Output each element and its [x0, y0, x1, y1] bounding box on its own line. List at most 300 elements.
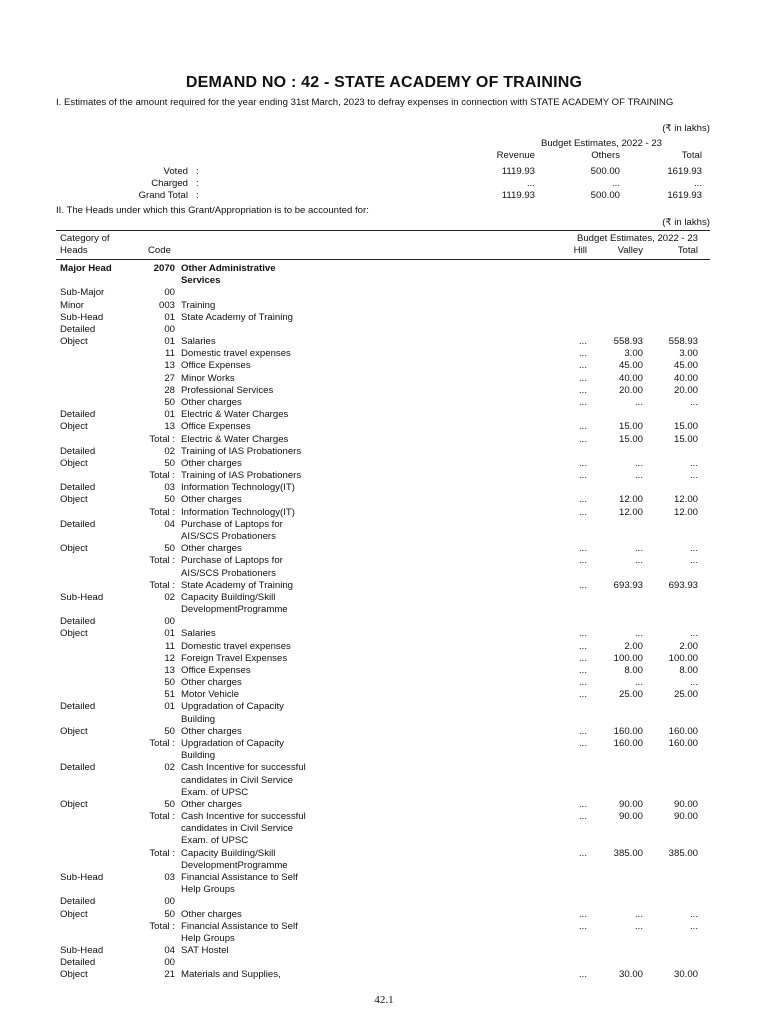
table-row: [0, 726, 768, 738]
row-code: Total :: [149, 470, 175, 482]
table-row: [0, 909, 768, 921]
table-row: [0, 775, 768, 787]
row-total: 8.00: [679, 664, 698, 676]
row-category: Object: [60, 457, 88, 469]
row-code: 00: [164, 323, 175, 335]
summary-cell: ...: [527, 178, 535, 190]
row-description: Other charges: [181, 908, 242, 920]
table-row: [0, 969, 768, 981]
row-code: 50: [164, 725, 175, 737]
row-code: 50: [164, 798, 175, 810]
row-hill: ...: [579, 433, 587, 445]
row-valley: 12.00: [618, 494, 643, 506]
table-row: [0, 300, 768, 312]
row-total: 160.00: [668, 725, 698, 737]
row-code: 11: [165, 348, 175, 360]
table-row: [0, 616, 768, 628]
header-code: Code: [148, 245, 171, 256]
table-row: [0, 762, 768, 774]
row-code: 13: [164, 421, 175, 433]
row-code: 00: [164, 287, 175, 299]
row-valley: 12.00: [618, 506, 643, 518]
row-code: 50: [164, 396, 175, 408]
row-hill: ...: [579, 689, 587, 701]
table-row: [0, 494, 768, 506]
row-category: Minor: [60, 299, 84, 311]
row-description: Office Expenses: [181, 664, 251, 676]
row-total: 15.00: [673, 421, 698, 433]
table-row: [0, 434, 768, 446]
row-category: Object: [60, 798, 88, 810]
table-row: [0, 287, 768, 299]
row-description: Minor Works: [181, 372, 235, 384]
row-total: 3.00: [679, 348, 698, 360]
row-valley: 693.93: [613, 579, 643, 591]
table-row: [0, 531, 768, 543]
row-valley: 160.00: [613, 738, 643, 750]
row-valley: 2.00: [624, 640, 643, 652]
table-row: [0, 458, 768, 470]
table-row: [0, 555, 768, 567]
row-code: 51: [164, 689, 175, 701]
table-row: [0, 945, 768, 957]
row-total: ...: [690, 543, 698, 555]
row-total: ...: [690, 470, 698, 482]
row-category: Detailed: [60, 957, 96, 969]
table-row: [0, 336, 768, 348]
table-row: [0, 360, 768, 372]
row-valley: 20.00: [618, 384, 643, 396]
row-valley: ...: [635, 396, 643, 408]
summary-row-label: Grand Total: [138, 190, 188, 202]
row-description: Professional Services: [181, 384, 274, 396]
row-code: 50: [164, 543, 175, 555]
row-code: 00: [164, 616, 175, 628]
row-code: Total :: [149, 738, 175, 750]
row-valley: 160.00: [613, 725, 643, 737]
row-total: ...: [690, 628, 698, 640]
row-code: Total :: [149, 579, 175, 591]
table-row: [0, 568, 768, 580]
header-total: Total: [677, 245, 698, 256]
row-code: 04: [164, 945, 175, 957]
row-total: 45.00: [673, 360, 698, 372]
row-hill: ...: [579, 396, 587, 408]
table-row: [0, 848, 768, 860]
table-row: [0, 543, 768, 555]
table-row: [0, 750, 768, 762]
row-total: 30.00: [673, 969, 698, 981]
page-title: DEMAND NO : 42 - STATE ACADEMY OF TRAINING: [185, 74, 583, 91]
row-valley: 15.00: [618, 433, 643, 445]
row-total: 25.00: [673, 689, 698, 701]
row-hill: ...: [579, 457, 587, 469]
row-description: Materials and Supplies,: [181, 969, 281, 981]
row-code: 00: [164, 896, 175, 908]
row-category: Detailed: [60, 701, 96, 713]
row-description: candidates in Civil Service: [181, 823, 293, 835]
row-total: 40.00: [673, 372, 698, 384]
table-row: [0, 787, 768, 799]
row-description: Information Technology(IT): [181, 506, 295, 518]
summary-row-colon: :: [196, 166, 199, 177]
table-row: [0, 689, 768, 701]
row-description: Salaries: [181, 336, 216, 348]
row-description: Help Groups: [181, 932, 235, 944]
row-category: Detailed: [60, 323, 96, 335]
row-code: 50: [164, 908, 175, 920]
row-valley: ...: [635, 628, 643, 640]
row-valley: ...: [635, 677, 643, 689]
table-row: [0, 421, 768, 433]
row-description: DevelopmentProgramme: [181, 859, 288, 871]
table-row: [0, 701, 768, 713]
row-description: Information Technology(IT): [181, 482, 295, 494]
row-total: ...: [690, 555, 698, 567]
row-description: Training of IAS Probationers: [181, 445, 302, 457]
table-row: [0, 397, 768, 409]
row-description: Domestic travel expenses: [181, 640, 291, 652]
row-hill: ...: [579, 506, 587, 518]
row-category: Detailed: [60, 762, 96, 774]
row-valley: ...: [635, 470, 643, 482]
row-category: Object: [60, 543, 88, 555]
table-row: [0, 957, 768, 969]
row-code: 50: [164, 494, 175, 506]
row-hill: ...: [579, 652, 587, 664]
table-row: [0, 604, 768, 616]
row-description: Services: [181, 275, 221, 287]
row-code: Total :: [149, 811, 175, 823]
row-description: Cash Incentive for successful: [181, 762, 306, 774]
row-total: 693.93: [668, 579, 698, 591]
row-category: Object: [60, 336, 88, 348]
table-row: [0, 482, 768, 494]
intro-text: I. Estimates of the amount required for the year ending 31st March, 2023 to defray expenses in connection with STATE ACADEMY OF TRAINING: [56, 97, 674, 108]
table-row: [0, 348, 768, 360]
row-valley: 385.00: [613, 847, 643, 859]
row-total: 12.00: [673, 494, 698, 506]
row-code: 02: [164, 762, 175, 774]
row-hill: ...: [579, 348, 587, 360]
row-description: Office Expenses: [181, 360, 251, 372]
row-description: DevelopmentProgramme: [181, 604, 288, 616]
row-description: Purchase of Laptops for: [181, 555, 283, 567]
row-total: 385.00: [668, 847, 698, 859]
row-code: 13: [164, 360, 175, 372]
row-code: 00: [164, 957, 175, 969]
row-description: Other charges: [181, 677, 242, 689]
header-valley: Valley: [617, 245, 643, 256]
header-hill: Hill: [573, 245, 587, 256]
row-code: 01: [164, 409, 175, 421]
table-row: [0, 628, 768, 640]
summary-col-revenue: Revenue: [496, 150, 535, 161]
table-row: [0, 507, 768, 519]
row-category: Sub-Head: [60, 591, 104, 603]
row-hill: ...: [579, 738, 587, 750]
header-category-2: Heads: [60, 245, 88, 256]
summary-header: Budget Estimates, 2022 - 23: [540, 138, 662, 149]
summary-cell: 500.00: [590, 166, 620, 177]
table-row: [0, 921, 768, 933]
row-valley: 25.00: [618, 689, 643, 701]
summary-cell: 1119.93: [501, 190, 535, 202]
row-category: Detailed: [60, 445, 96, 457]
table-row: [0, 714, 768, 726]
table-row: [0, 884, 768, 896]
row-hill: ...: [579, 384, 587, 396]
row-description: AIS/SCS Probationers: [181, 530, 276, 542]
table-row: [0, 409, 768, 421]
row-code: 003: [158, 299, 175, 311]
row-code: 03: [164, 872, 175, 883]
row-category: Detailed: [60, 518, 96, 530]
row-total: 90.00: [673, 811, 698, 823]
row-hill: ...: [579, 555, 587, 567]
row-code: 04: [164, 518, 175, 530]
summary-cell: 1619.93: [667, 190, 702, 202]
row-code: 01: [164, 628, 175, 640]
row-description: Other charges: [181, 725, 242, 737]
table-row: [0, 677, 768, 689]
row-hill: ...: [579, 360, 587, 372]
summary-cell: 1119.93: [501, 166, 535, 177]
row-hill: ...: [579, 543, 587, 555]
row-code: 01: [164, 311, 175, 323]
row-valley: 45.00: [618, 360, 643, 372]
row-description: Office Expenses: [181, 421, 251, 433]
row-valley: ...: [635, 543, 643, 555]
summary-cell: 500.00: [590, 190, 620, 202]
table-row: [0, 933, 768, 945]
row-description: Capacity Building/Skill: [181, 847, 276, 859]
table-row: [0, 373, 768, 385]
row-description: Training of IAS Probationers: [181, 470, 302, 482]
row-category: Object: [60, 494, 88, 506]
row-valley: 15.00: [618, 421, 643, 433]
row-code: 01: [164, 701, 175, 713]
row-valley: ...: [635, 555, 643, 567]
row-valley: 90.00: [618, 811, 643, 823]
row-code: 02: [164, 591, 175, 603]
row-total: ...: [690, 920, 698, 932]
summary-cell: ...: [612, 178, 620, 190]
row-code: 12: [164, 652, 175, 664]
row-description: State Academy of Training: [181, 579, 293, 591]
table-row: [0, 470, 768, 482]
row-description: Other charges: [181, 798, 242, 810]
row-valley: 30.00: [618, 969, 643, 981]
row-category: Detailed: [60, 616, 96, 628]
row-hill: ...: [579, 725, 587, 737]
row-valley: 8.00: [624, 664, 643, 676]
row-description: Other Administrative: [181, 263, 276, 274]
row-description: Building: [181, 750, 216, 762]
row-hill: ...: [579, 969, 587, 981]
row-category: Object: [60, 969, 88, 981]
row-code: Total :: [149, 847, 175, 859]
row-total: 90.00: [673, 798, 698, 810]
row-hill: ...: [579, 847, 587, 859]
row-description: Other charges: [181, 543, 242, 555]
row-category: Sub-Major: [60, 287, 105, 299]
row-category: Detailed: [60, 896, 96, 908]
row-hill: ...: [579, 811, 587, 823]
row-total: 12.00: [673, 506, 698, 518]
summary-cell: 1619.93: [667, 166, 702, 177]
row-category: Sub-Head: [60, 311, 104, 323]
row-hill: ...: [579, 920, 587, 932]
row-total: ...: [690, 457, 698, 469]
table-row: [0, 860, 768, 872]
row-hill: ...: [579, 798, 587, 810]
row-description: Building: [181, 713, 216, 725]
row-category: Detailed: [60, 482, 96, 494]
row-total: 20.00: [673, 384, 698, 396]
row-hill: ...: [579, 494, 587, 506]
page-number: 42.1: [374, 994, 394, 1006]
row-description: Help Groups: [181, 884, 235, 896]
row-code: 11: [165, 640, 175, 652]
summary-col-total: Total: [681, 150, 702, 161]
row-hill: ...: [579, 628, 587, 640]
row-description: Purchase of Laptops for: [181, 518, 283, 530]
row-hill: ...: [579, 336, 587, 348]
row-description: candidates in Civil Service: [181, 774, 293, 786]
table-row: [0, 823, 768, 835]
row-description: Other charges: [181, 494, 242, 506]
row-description: Upgradation of Capacity: [181, 738, 284, 750]
row-valley: ...: [635, 457, 643, 469]
row-description: Foreign Travel Expenses: [181, 652, 288, 664]
row-category: Object: [60, 628, 88, 640]
table-row: [0, 580, 768, 592]
row-category: Sub-Head: [60, 945, 104, 957]
header-rule-top: [56, 230, 710, 231]
row-description: Upgradation of Capacity: [181, 701, 284, 713]
row-description: SAT Hostel: [181, 945, 229, 957]
row-code: 03: [164, 482, 175, 494]
row-description: Training: [181, 299, 216, 311]
row-description: Financial Assistance to Self: [181, 872, 298, 883]
row-description: Electric & Water Charges: [181, 433, 289, 445]
table-row: [0, 446, 768, 458]
row-description: State Academy of Training: [181, 311, 293, 323]
row-code: 01: [164, 336, 175, 348]
row-valley: ...: [635, 908, 643, 920]
summary-row-colon: :: [196, 178, 199, 190]
table-row: [0, 592, 768, 604]
row-total: 2.00: [679, 640, 698, 652]
table-row: [0, 641, 768, 653]
row-description: Electric & Water Charges: [181, 409, 289, 421]
row-category: Object: [60, 908, 88, 920]
row-code: Total :: [149, 433, 175, 445]
row-code: 21: [164, 969, 175, 981]
unit-label: (₹ in lakhs): [662, 123, 710, 134]
row-valley: 3.00: [624, 348, 643, 360]
table-row: [0, 519, 768, 531]
row-code: 50: [164, 677, 175, 689]
row-total: ...: [690, 396, 698, 408]
row-total: 100.00: [668, 652, 698, 664]
table-row: [0, 811, 768, 823]
row-total: 160.00: [668, 738, 698, 750]
unit-label-2: (₹ in lakhs): [662, 217, 710, 228]
header-budget: Budget Estimates, 2022 - 23: [576, 233, 698, 244]
table-row: [0, 872, 768, 884]
summary-row-colon: :: [196, 190, 199, 202]
row-hill: ...: [579, 579, 587, 591]
row-code: 13: [164, 664, 175, 676]
row-description: Motor Vehicle: [181, 689, 240, 701]
row-hill: ...: [579, 421, 587, 433]
row-code: 02: [164, 445, 175, 457]
row-hill: ...: [579, 372, 587, 384]
table-row: [0, 324, 768, 336]
row-category: Sub-Head: [60, 872, 104, 883]
row-code: 27: [164, 372, 175, 384]
table-row: [0, 835, 768, 847]
row-description: AIS/SCS Probationers: [181, 567, 276, 579]
row-description: Cash Incentive for successful: [181, 811, 306, 823]
row-description: Other charges: [181, 396, 242, 408]
row-hill: ...: [579, 640, 587, 652]
table-row: [0, 896, 768, 908]
table-row: [0, 665, 768, 677]
table-row: [0, 263, 768, 275]
row-category: Object: [60, 725, 88, 737]
table-row: [0, 738, 768, 750]
table-row: [0, 799, 768, 811]
row-hill: ...: [579, 677, 587, 689]
table-row: [0, 312, 768, 324]
row-code: Total :: [149, 506, 175, 518]
row-hill: ...: [579, 664, 587, 676]
row-description: Exam. of UPSC: [181, 786, 249, 798]
row-category: Major Head: [60, 263, 112, 274]
row-valley: 100.00: [613, 652, 643, 664]
row-description: Other charges: [181, 457, 242, 469]
row-valley: 40.00: [618, 372, 643, 384]
summary-cell: ...: [694, 178, 702, 190]
summary-row-label: Charged: [151, 178, 188, 190]
row-hill: ...: [579, 908, 587, 920]
row-description: Salaries: [181, 628, 216, 640]
row-category: Object: [60, 421, 88, 433]
row-code: Total :: [149, 555, 175, 567]
row-valley: 90.00: [618, 798, 643, 810]
row-code: 2070: [153, 263, 175, 274]
row-valley: 558.93: [613, 336, 643, 348]
header-rule-bottom: [56, 259, 710, 260]
summary-row-label: Voted: [163, 166, 188, 177]
row-total: 558.93: [668, 336, 698, 348]
table-row: [0, 275, 768, 287]
row-description: Domestic travel expenses: [181, 348, 291, 360]
row-code: Total :: [149, 920, 175, 932]
section-two-heading: II. The Heads under which this Grant/Appropriation is to be accounted for:: [56, 205, 369, 216]
row-hill: ...: [579, 470, 587, 482]
row-description: Capacity Building/Skill: [181, 591, 276, 603]
row-total: ...: [690, 677, 698, 689]
row-total: 15.00: [673, 433, 698, 445]
table-row: [0, 385, 768, 397]
table-row: [0, 653, 768, 665]
row-description: Financial Assistance to Self: [181, 920, 298, 932]
row-code: 28: [164, 384, 175, 396]
